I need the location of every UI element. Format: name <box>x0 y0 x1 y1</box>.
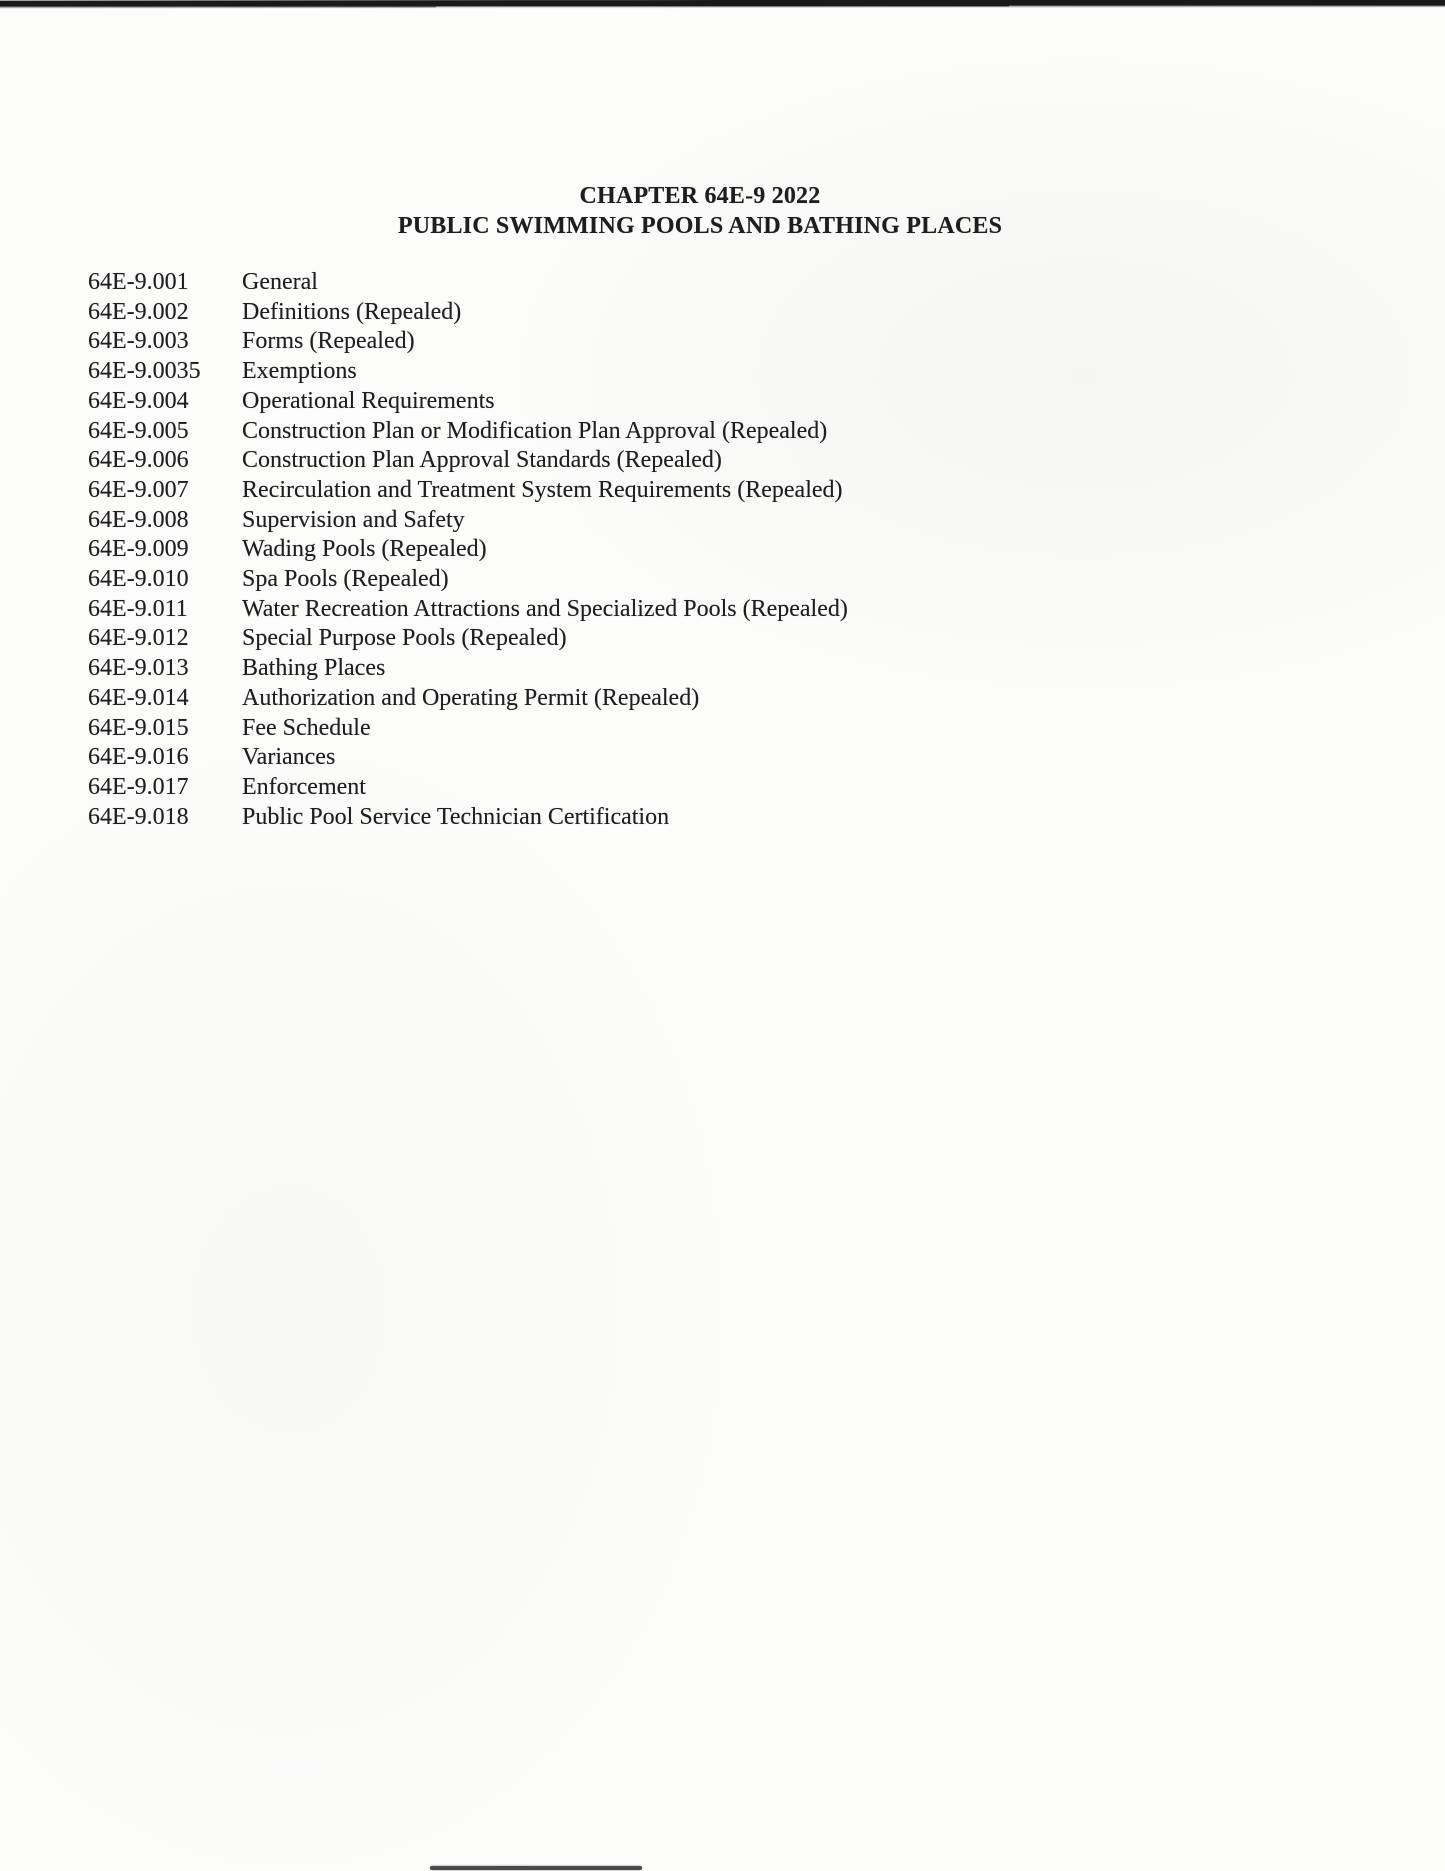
toc-rule-number: 64E-9.006 <box>88 447 189 474</box>
toc-row <box>88 357 848 387</box>
toc-rule-number: 64E-9.010 <box>88 566 189 593</box>
toc-row <box>88 773 848 803</box>
toc-rule-title: Exemptions <box>242 358 357 385</box>
toc-list <box>88 268 848 832</box>
toc-rule-number: 64E-9.003 <box>88 328 189 355</box>
toc-rule-number: 64E-9.014 <box>88 684 189 711</box>
toc-rule-title: Fee Schedule <box>242 714 371 741</box>
toc-row <box>88 327 848 357</box>
toc-rule-number: 64E-9.008 <box>88 506 189 533</box>
toc-row <box>88 714 848 744</box>
toc-row <box>88 506 848 536</box>
toc-rule-title: Spa Pools (Repealed) <box>242 566 449 593</box>
toc-rule-title: Recirculation and Treatment System Requirements (Repealed) <box>242 476 843 503</box>
toc-rule-title: Forms (Repealed) <box>242 328 415 355</box>
toc-rule-number: 64E-9.004 <box>88 387 189 414</box>
chapter-heading: CHAPTER 64E-9 2022 <box>579 183 821 209</box>
toc-rule-number: 64E-9.015 <box>88 714 189 741</box>
toc-rule-title: Enforcement <box>242 773 366 800</box>
toc-rule-title: Construction Plan Approval Standards (Repealed) <box>242 447 722 474</box>
toc-row <box>88 654 848 684</box>
toc-rule-title: Special Purpose Pools (Repealed) <box>242 625 567 652</box>
chapter-subheading: PUBLIC SWIMMING POOLS AND BATHING PLACES <box>397 213 1003 239</box>
toc-rule-title: Authorization and Operating Permit (Repealed) <box>242 684 700 711</box>
toc-row <box>88 743 848 773</box>
toc-row <box>88 417 848 447</box>
toc-rule-title: Variances <box>242 744 336 771</box>
toc-rule-title: Supervision and Safety <box>242 506 465 533</box>
toc-rule-title: Wading Pools (Repealed) <box>242 536 487 563</box>
toc-row <box>88 624 848 654</box>
toc-row <box>88 803 848 833</box>
toc-rule-title: Construction Plan or Modification Plan Approval (Repealed) <box>242 417 828 444</box>
toc-row <box>88 595 848 625</box>
toc-rule-number: 64E-9.018 <box>88 803 189 830</box>
toc-row <box>88 446 848 476</box>
toc-row <box>88 684 848 714</box>
toc-rule-title: Public Pool Service Technician Certification <box>242 803 670 830</box>
toc-rule-number: 64E-9.007 <box>88 476 189 503</box>
toc-rule-number: 64E-9.011 <box>88 595 188 622</box>
toc-rule-number: 64E-9.017 <box>88 773 189 800</box>
scan-artifact-bottom-edge <box>430 1866 642 1870</box>
toc-rule-title: Bathing Places <box>242 655 386 682</box>
toc-row <box>88 268 848 298</box>
toc-row <box>88 565 848 595</box>
toc-rule-number: 64E-9.005 <box>88 417 189 444</box>
toc-rule-number: 64E-9.012 <box>88 625 189 652</box>
toc-rule-title: Water Recreation Attractions and Specialized Pools (Repealed) <box>242 595 848 622</box>
toc-rule-number: 64E-9.009 <box>88 536 189 563</box>
toc-rule-number: 64E-9.016 <box>88 744 189 771</box>
toc-row <box>88 476 848 506</box>
toc-rule-number: 64E-9.001 <box>88 269 189 295</box>
toc-row <box>88 387 848 417</box>
toc-rule-number: 64E-9.0035 <box>88 358 201 385</box>
toc-row <box>88 298 848 328</box>
toc-rule-title: Definitions (Repealed) <box>242 298 462 325</box>
toc-row <box>88 535 848 565</box>
toc-rule-title: General <box>242 269 318 295</box>
toc-rule-title: Operational Requirements <box>242 387 495 414</box>
toc-rule-number: 64E-9.002 <box>88 298 189 325</box>
toc-rule-number: 64E-9.013 <box>88 655 189 682</box>
document-title <box>0 181 1400 241</box>
scan-artifact-top-edge <box>0 0 1445 9</box>
